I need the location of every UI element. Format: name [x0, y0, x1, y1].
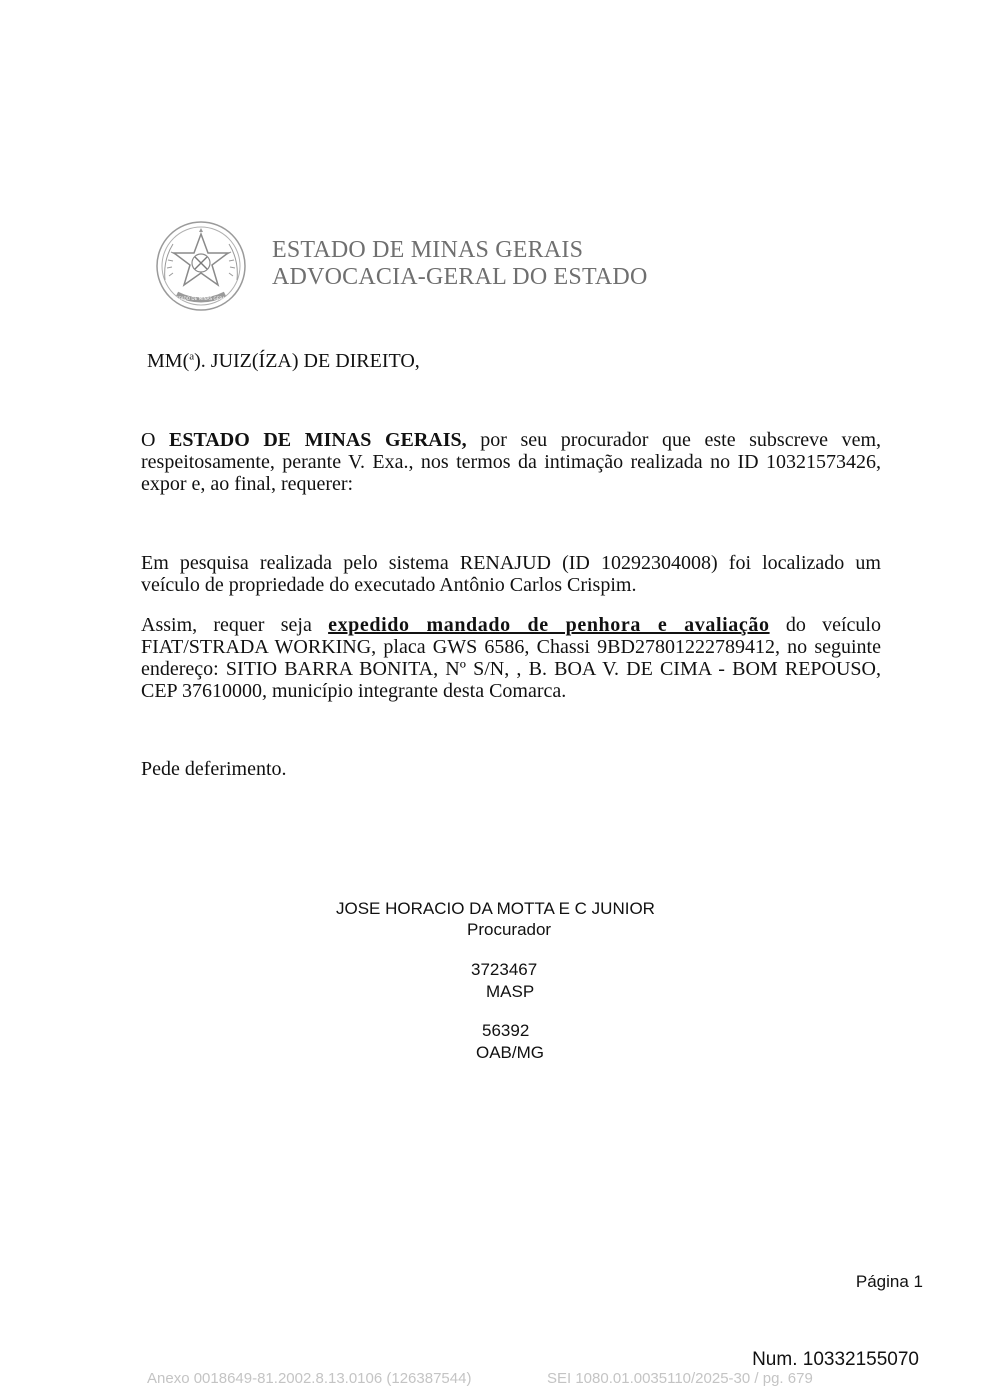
seal-text: ESTADO DE MINAS GERAIS	[173, 296, 229, 301]
signature-masp-number: 3723467	[471, 960, 538, 979]
paragraph-request-comma: ,	[261, 680, 267, 702]
paragraph-intro-bold: ESTADO DE MINAS GERAIS,	[169, 429, 467, 451]
paragraph-intro	[141, 429, 881, 495]
signature-oab-label: OAB/MG	[476, 1043, 545, 1062]
closing-text: Pede deferimento.	[141, 758, 287, 780]
signature-role: Procurador	[467, 920, 552, 939]
paragraph-request-emphasis: expedido mandado de penhora e avaliação	[328, 614, 770, 636]
paragraph-intro-lead: O	[141, 429, 170, 451]
document-number: Num. 10332155070	[752, 1349, 919, 1370]
signature-name: JOSE HORACIO DA MOTTA E C JUNIOR	[336, 899, 655, 918]
salutation-pre: MM(	[147, 350, 190, 372]
paragraph-request-tail: município integrante desta Comarca.	[266, 680, 567, 702]
signature-masp-label: MASP	[486, 982, 535, 1001]
paragraph-intro-rest: por seu procurador que este subscreve vem, respeitosamente, perante V. Exa., nos termos da intimação realizada no ID 10321573426, expor e, ao final, requerer:	[141, 429, 882, 495]
signature-oab-number: 56392	[482, 1021, 530, 1040]
paragraph-renajud: Em pesquisa realizada pelo sistema RENAJUD (ID 10292304008) foi localizado um veículo de propriedade do executado Antônio Carlos Crispim.	[141, 552, 881, 596]
paragraph-request-lead: Assim, requer seja	[141, 614, 329, 636]
header-agency-name: ADVOCACIA-GERAL DO ESTADO	[272, 264, 648, 290]
footer-anexo: Anexo 0018649-81.2002.8.13.0106 (126387544)	[147, 1370, 472, 1387]
header-state-name: ESTADO DE MINAS GERAIS	[272, 237, 584, 263]
page-number: Página 1	[855, 1272, 923, 1291]
paragraph-request-rest: do veículo FIAT/STRADA WORKING, placa GWS 6586, Chassi 9BD27801222789412, no seguinte endereço: SITIO BARRA BONITA, Nº S/N, , B. BOA V. DE CIMA - BOM REPOUSO, CEP 37610000	[141, 614, 881, 702]
salutation	[147, 350, 420, 373]
footer-sei: SEI 1080.01.0035110/2025-30 / pg. 679	[547, 1370, 813, 1387]
salutation-superscript: a	[189, 350, 195, 363]
salutation-post: ). JUIZ(ÍZA) DE DIREITO,	[194, 350, 420, 372]
coat-of-arms-icon	[155, 220, 247, 312]
paragraph-request	[141, 614, 881, 702]
